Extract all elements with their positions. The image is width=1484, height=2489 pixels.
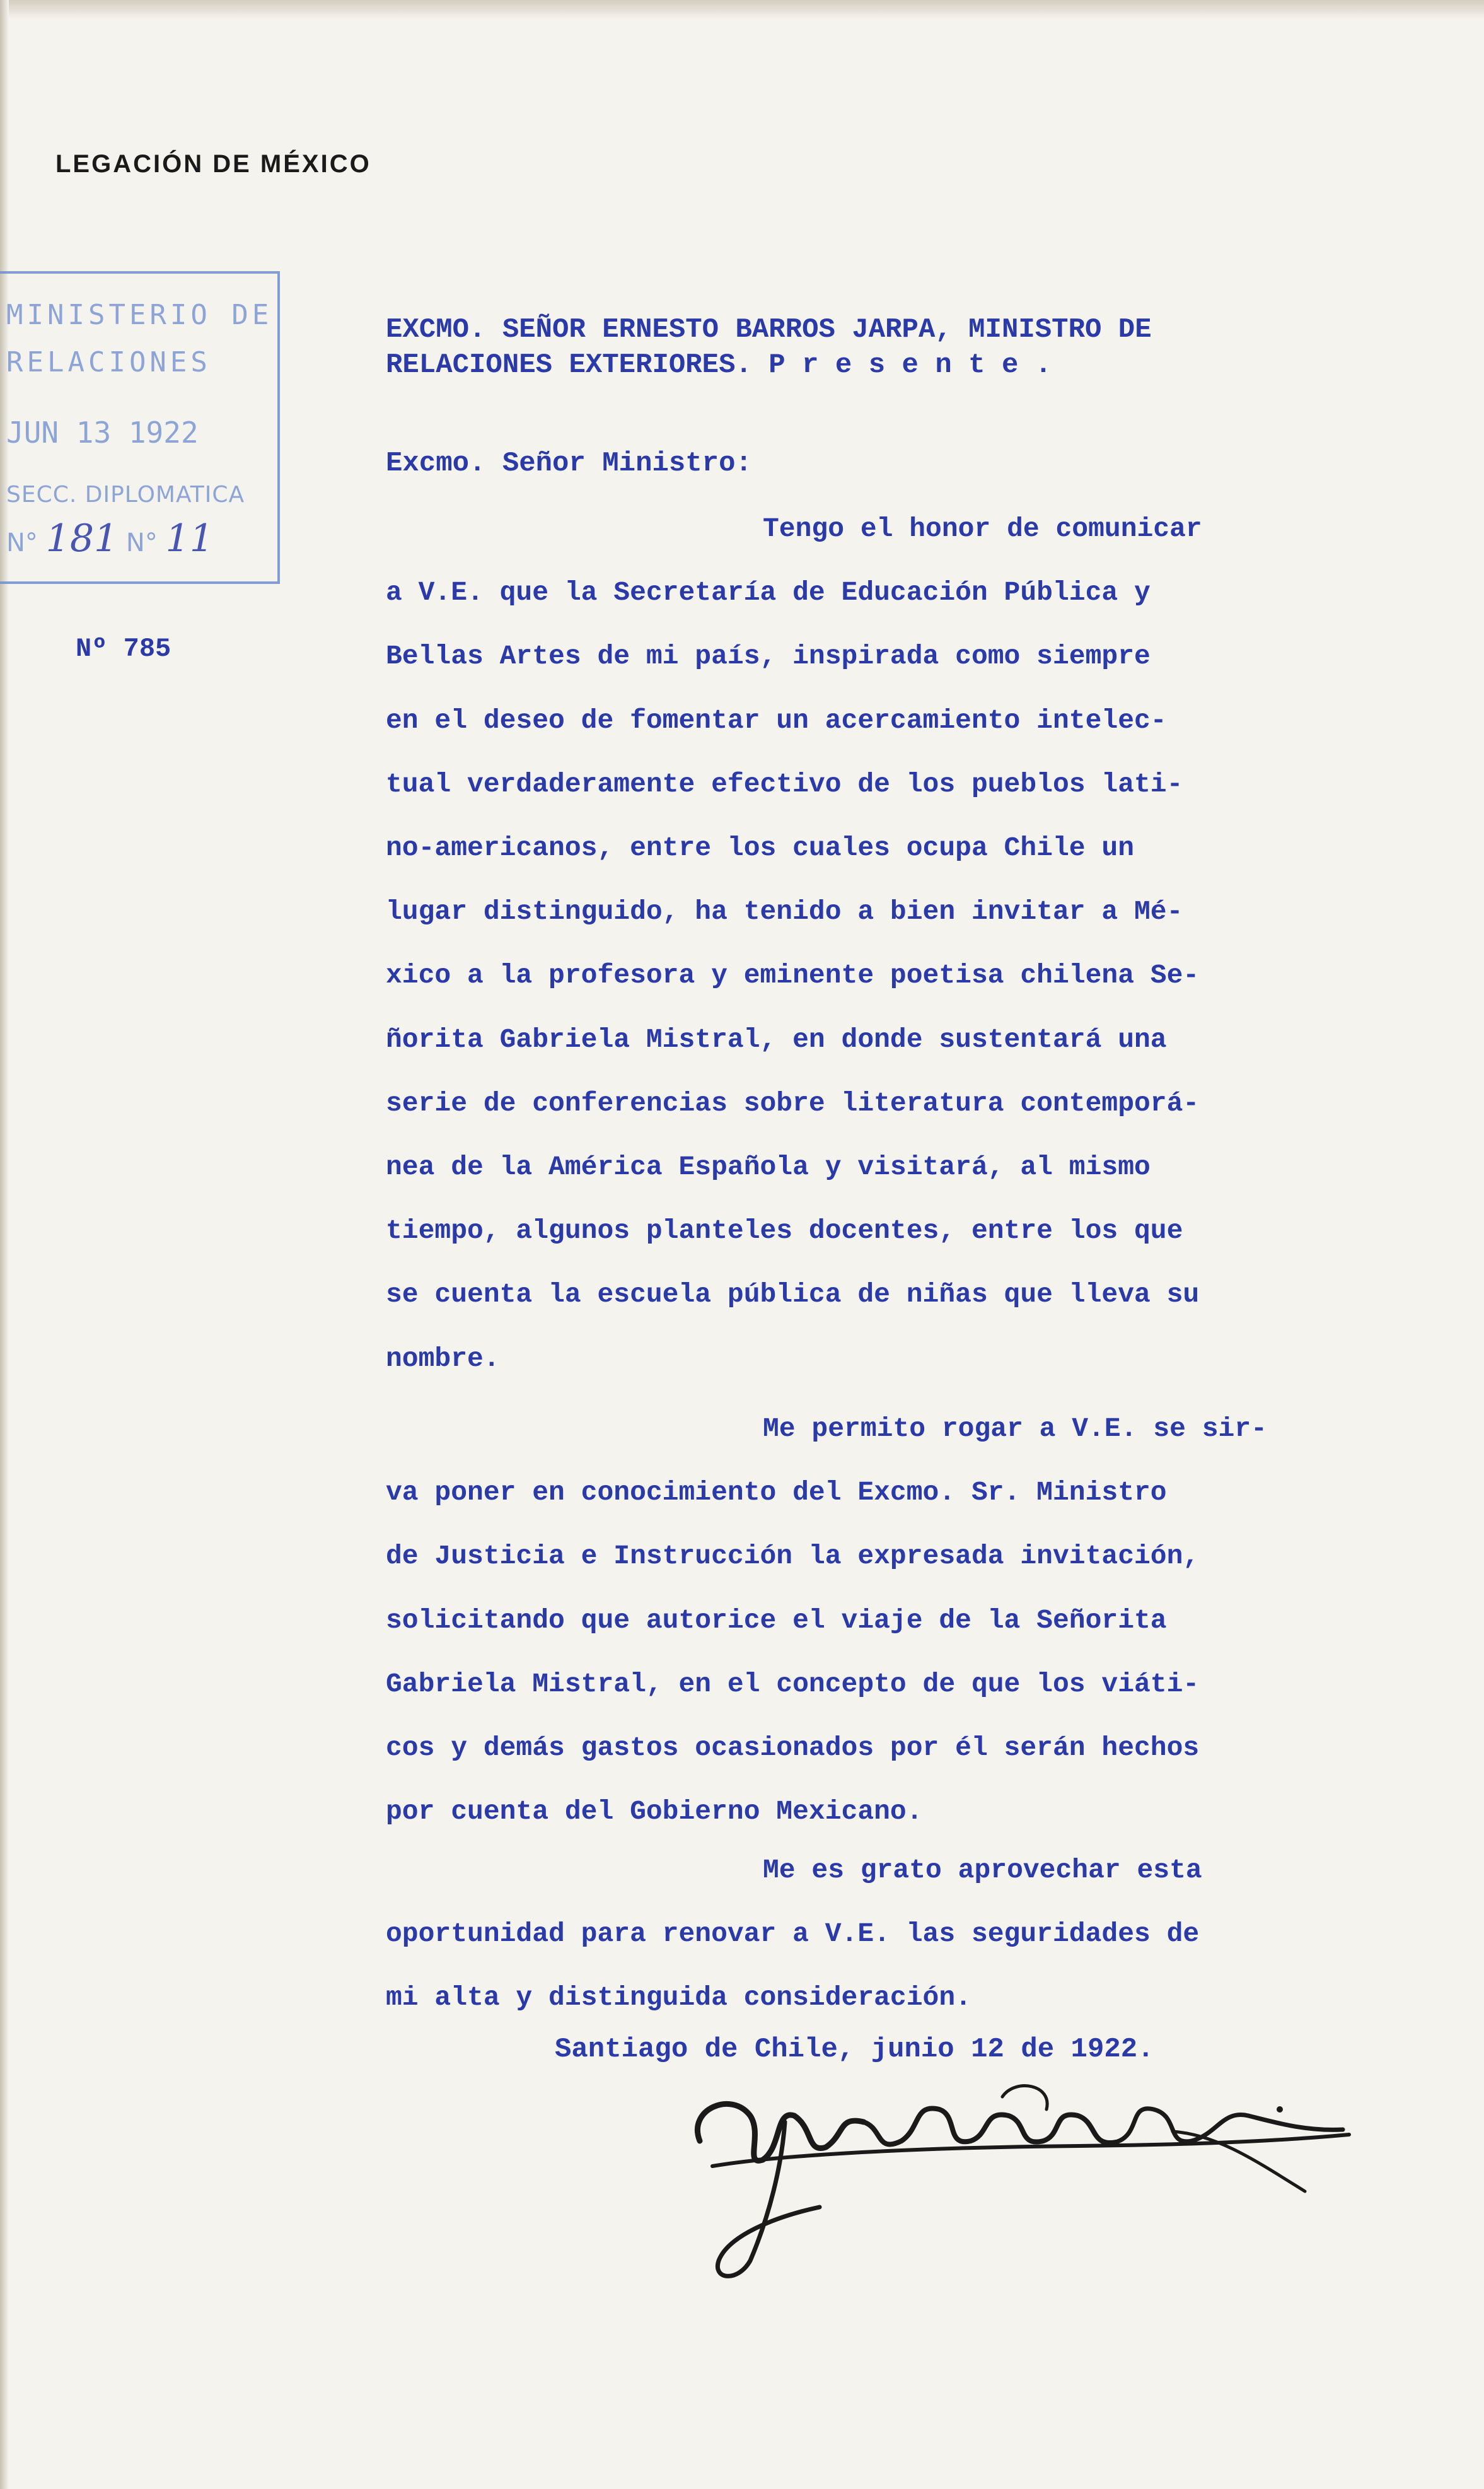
- text-line: mi alta y distinguida consideración.: [386, 1982, 971, 2014]
- text-line: oportunidad para renovar a V.E. las seguridades de: [386, 1918, 1200, 1950]
- text-line: Tengo el honor de comunicar: [763, 513, 1202, 544]
- text-line: lugar distinguido, ha tenido a bien invitar a Mé-: [386, 896, 1183, 928]
- text-line: va poner en conocimiento del Excmo. Sr. Ministro: [386, 1477, 1167, 1508]
- page-top-edge: [0, 0, 1484, 19]
- text-line: ñorita Gabriela Mistral, en donde sustentará una: [386, 1023, 1167, 1055]
- stamp-section-line: SECC. DIPLOMATICA: [6, 482, 245, 508]
- closing-paragraph: [386, 1838, 1344, 2030]
- stamp-relations-line: RELACIONES: [6, 346, 211, 378]
- text-line: xico a la profesora y eminente poetisa chilena Se-: [386, 960, 1200, 991]
- stamp-number-line: [6, 516, 214, 561]
- addressee-block: [386, 312, 1152, 383]
- stamp-date-line: JUN 13 1922: [6, 416, 199, 450]
- letterhead: LEGACIÓN DE MÉXICO: [55, 150, 371, 178]
- stamp-handwritten-subnumber: 11: [165, 516, 214, 561]
- salutation: Excmo. Señor Ministro:: [386, 448, 752, 479]
- text-line: cos y demás gastos ocasionados por él serán hechos: [386, 1732, 1200, 1764]
- stamp-number-prefix: N°: [6, 528, 38, 557]
- text-line: nombre.: [386, 1343, 500, 1374]
- text-line: se cuenta la escuela pública de niñas que lleva su: [386, 1279, 1200, 1310]
- text-line: Me es grato aprovechar esta: [763, 1855, 1202, 1886]
- handwritten-signature: [675, 2072, 1362, 2286]
- body-paragraph: [386, 1397, 1344, 1843]
- text-line: Gabriela Mistral, en el concepto de que los viáti-: [386, 1668, 1200, 1699]
- stamp-ministry-line: MINISTERIO DE: [6, 299, 273, 331]
- stamp-handwritten-number: 181: [45, 516, 119, 561]
- addressee-line: EXCMO. SEÑOR ERNESTO BARROS JARPA, MINISTRO DE: [386, 314, 1152, 346]
- text-line: nea de la América Española y visitará, al mismo: [386, 1151, 1151, 1183]
- body-paragraph: [386, 497, 1344, 1390]
- text-line: serie de conferencias sobre literatura contemporá-: [386, 1087, 1200, 1119]
- text-line: en el deseo de fomentar un acercamiento intelec-: [386, 704, 1167, 736]
- text-line: tual verdaderamente efectivo de los pueblos lati-: [386, 768, 1183, 800]
- text-line: solicitando que autorice el viaje de la Señorita: [386, 1604, 1167, 1636]
- text-line: Bellas Artes de mi país, inspirada como siempre: [386, 641, 1151, 672]
- stamp-number-mid: N°: [125, 528, 158, 557]
- place-and-date: Santiago de Chile, junio 12 de 1922.: [555, 2034, 1154, 2065]
- text-line: a V.E. que la Secretaría de Educación Pública y: [386, 577, 1151, 609]
- text-line: Me permito rogar a V.E. se sir-: [763, 1413, 1267, 1444]
- text-line: de Justicia e Instrucción la expresada invitación,: [386, 1541, 1200, 1572]
- text-line: no-americanos, entre los cuales ocupa Chile un: [386, 832, 1134, 864]
- text-line: tiempo, algunos planteles docentes, entre los que: [386, 1215, 1183, 1247]
- addressee-line: RELACIONES EXTERIORES. P r e s e n t e .: [386, 349, 1052, 381]
- document-number: Nº 785: [76, 634, 171, 664]
- text-line: por cuenta del Gobierno Mexicano.: [386, 1796, 923, 1827]
- ministry-received-stamp: [0, 271, 280, 584]
